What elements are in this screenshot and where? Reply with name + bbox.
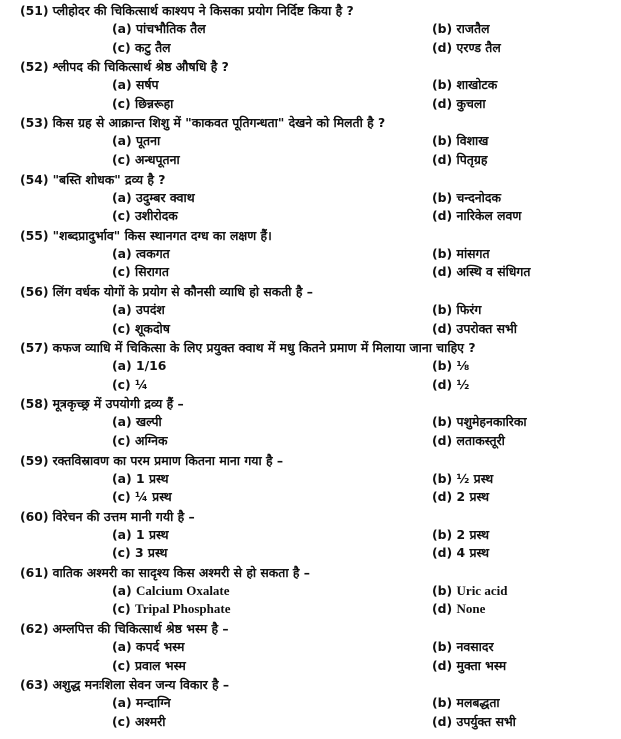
- question-block: [0, 170, 621, 226]
- answer-option[interactable]: [432, 207, 617, 226]
- option-row: [0, 694, 621, 713]
- question-block: [0, 451, 621, 507]
- option-text: मलबद्धता: [456, 695, 500, 711]
- answer-option[interactable]: [432, 357, 617, 376]
- answer-option[interactable]: [112, 713, 412, 732]
- answer-option[interactable]: [432, 151, 617, 170]
- option-key: (c): [112, 601, 131, 617]
- option-text: 1 प्रस्थ: [136, 470, 169, 486]
- answer-option[interactable]: [432, 263, 617, 282]
- question-number: (61): [20, 564, 49, 580]
- question-number: (60): [20, 508, 49, 524]
- option-text: नवसादर: [456, 639, 494, 655]
- answer-option[interactable]: [432, 320, 617, 339]
- option-text: शाखोटक: [456, 77, 498, 93]
- option-text: None: [456, 601, 486, 617]
- option-text: मुक्ता भस्म: [456, 657, 507, 673]
- answer-option[interactable]: [432, 526, 617, 545]
- option-text: उशीरोदक: [135, 208, 178, 224]
- answer-option[interactable]: [432, 638, 617, 657]
- answer-option[interactable]: [112, 357, 412, 376]
- option-text: कपर्द भस्म: [136, 639, 185, 655]
- option-row: [0, 95, 621, 114]
- option-row: [0, 600, 621, 619]
- question-number: (51): [20, 3, 49, 18]
- option-row: [0, 320, 621, 339]
- option-key: (b): [432, 582, 453, 598]
- answer-option[interactable]: [432, 20, 617, 39]
- option-row: [0, 413, 621, 432]
- question-line: [0, 675, 621, 694]
- question-text: "शब्दप्रादुर्भाव" किस स्थानगत दग्ध का लक्षण हैं।: [52, 227, 272, 243]
- option-text: उदुम्बर क्वाथ: [136, 189, 195, 205]
- option-row: [0, 151, 621, 170]
- option-text: पांचभौतिक तैल: [136, 21, 206, 36]
- question-number: (57): [20, 340, 49, 356]
- question-line: [0, 563, 621, 582]
- option-text: मांसगत: [456, 245, 490, 261]
- option-row: [0, 526, 621, 545]
- answer-option[interactable]: [112, 20, 412, 39]
- answer-option[interactable]: [112, 488, 412, 507]
- option-key: (b): [432, 414, 453, 430]
- option-row: [0, 657, 621, 676]
- option-text: एरण्ड तैल: [456, 39, 501, 55]
- option-key: (a): [112, 639, 132, 655]
- option-key: (a): [112, 189, 132, 205]
- answer-option[interactable]: [432, 76, 617, 95]
- answer-option[interactable]: [432, 582, 617, 601]
- answer-option[interactable]: [112, 638, 412, 657]
- answer-option[interactable]: [112, 132, 412, 151]
- option-text: ½: [456, 376, 470, 392]
- option-key: (a): [112, 695, 132, 711]
- option-text: कटु तैल: [135, 39, 171, 55]
- question-block: [0, 338, 621, 394]
- question-block: [0, 226, 621, 282]
- answer-option[interactable]: [112, 301, 412, 320]
- option-text: उपदंश: [136, 301, 165, 317]
- question-text: विरेचन की उत्तम मानी गयी है –: [52, 508, 195, 524]
- option-text: पूतना: [136, 133, 161, 149]
- option-text: पितृग्रह: [456, 151, 488, 167]
- answer-option[interactable]: [112, 320, 412, 339]
- option-key: (a): [112, 301, 132, 317]
- answer-option[interactable]: [432, 95, 617, 114]
- option-key: (d): [432, 713, 453, 729]
- question-number: (58): [20, 396, 49, 412]
- answer-option[interactable]: [112, 470, 412, 489]
- option-text: 2 प्रस्थ: [456, 489, 490, 505]
- option-key: (d): [432, 95, 453, 111]
- option-row: [0, 582, 621, 601]
- answer-option[interactable]: [112, 39, 412, 58]
- option-key: (b): [432, 77, 453, 93]
- option-key: (c): [112, 320, 131, 336]
- option-key: (a): [112, 582, 132, 598]
- option-row: [0, 245, 621, 264]
- option-key: (c): [112, 95, 131, 111]
- option-row: [0, 713, 621, 732]
- option-text: ⅛: [456, 358, 470, 374]
- option-text: Tripal Phosphate: [135, 601, 231, 617]
- question-text: श्लीपद की चिकित्सार्थ श्रेष्ठ औषधि है ?: [52, 59, 229, 75]
- option-row: [0, 357, 621, 376]
- question-number: (53): [20, 115, 49, 131]
- option-row: [0, 638, 621, 657]
- option-row: [0, 301, 621, 320]
- question-text: वातिक अश्मरी का सादृश्य किस अश्मरी से हो सकता है –: [52, 564, 310, 580]
- question-text: रक्तविस्रावण का परम प्रमाण कितना माना गया है –: [52, 452, 284, 468]
- question-text: कफज व्याधि में चिकित्सा के लिए प्रयुक्त क्वाथ में मधु कितने प्रमाण में मिलाया जाना चाहिए ?: [52, 340, 476, 356]
- answer-option[interactable]: [432, 694, 617, 713]
- option-key: (a): [112, 245, 132, 261]
- question-block: [0, 563, 621, 619]
- answer-option[interactable]: [112, 694, 412, 713]
- option-row: [0, 470, 621, 489]
- option-text: पशुमेहनकारिका: [456, 414, 527, 430]
- answer-option[interactable]: [432, 39, 617, 58]
- question-number: (56): [20, 283, 49, 299]
- answer-option[interactable]: [112, 544, 412, 563]
- question-text: अम्लपित्त की चिकित्सार्थ श्रेष्ठ भस्म है –: [52, 621, 229, 637]
- option-text: अश्मरी: [135, 713, 166, 729]
- question-block: [0, 113, 621, 169]
- option-key: (c): [112, 657, 131, 673]
- answer-option[interactable]: [432, 713, 617, 732]
- answer-option[interactable]: [112, 151, 412, 170]
- question-line: [0, 282, 621, 301]
- answer-option[interactable]: [432, 189, 617, 208]
- answer-option[interactable]: [432, 245, 617, 264]
- answer-option[interactable]: [112, 582, 412, 601]
- question-block: [0, 57, 621, 113]
- option-text: चन्दनोदक: [456, 189, 501, 205]
- question-block: [0, 1, 621, 57]
- option-row: [0, 189, 621, 208]
- question-line: [0, 394, 621, 413]
- option-row: [0, 432, 621, 451]
- option-key: (a): [112, 526, 132, 542]
- question-text: अशुद्ध मनःशिला सेवन जन्य विकार है –: [52, 677, 230, 693]
- question-number: (55): [20, 227, 49, 243]
- option-text: सर्षप: [136, 77, 159, 93]
- option-text: 1/16: [136, 358, 167, 374]
- option-key: (b): [432, 358, 453, 374]
- option-key: (b): [432, 189, 453, 205]
- option-text: नारिकेल लवण: [456, 208, 522, 224]
- option-text: कुचला: [456, 95, 486, 111]
- option-key: (b): [432, 21, 453, 36]
- question-block: [0, 619, 621, 675]
- option-key: (c): [112, 489, 131, 505]
- answer-option[interactable]: [432, 470, 617, 489]
- option-key: (b): [432, 133, 453, 149]
- option-key: (a): [112, 133, 132, 149]
- question-text: किस ग्रह से आक्रान्त शिशु में "काकवत पूतिगन्धता" देखने को मिलती है ?: [52, 115, 386, 131]
- option-text: Uric acid: [456, 582, 508, 598]
- option-key: (d): [432, 376, 453, 392]
- answer-option[interactable]: [432, 301, 617, 320]
- option-text: ¼: [135, 376, 148, 392]
- question-number: (62): [20, 621, 49, 637]
- answer-option[interactable]: [112, 432, 412, 451]
- option-text: 4 प्रस्थ: [456, 545, 490, 561]
- option-text: उपर्युक्त सभी: [456, 713, 516, 729]
- answer-option[interactable]: [112, 189, 412, 208]
- option-text: 1 प्रस्थ: [136, 526, 169, 542]
- option-key: (c): [112, 208, 131, 224]
- option-text: शूकदोष: [135, 320, 170, 336]
- option-key: (d): [432, 657, 453, 673]
- option-row: [0, 20, 621, 39]
- question-text: मूत्रकृच्छ्र में उपयोगी द्रव्य हैं –: [52, 396, 184, 412]
- question-number: (63): [20, 677, 49, 693]
- question-line: [0, 170, 621, 189]
- answer-option[interactable]: [112, 263, 412, 282]
- answer-option[interactable]: [112, 526, 412, 545]
- option-row: [0, 76, 621, 95]
- option-key: (d): [432, 264, 453, 280]
- option-key: (a): [112, 470, 132, 486]
- answer-option[interactable]: [112, 95, 412, 114]
- question-number: (52): [20, 59, 49, 75]
- option-key: (d): [432, 151, 453, 167]
- question-text: "बस्ति शोधक" द्रव्य है ?: [52, 171, 166, 187]
- option-key: (d): [432, 545, 453, 561]
- option-row: [0, 376, 621, 395]
- option-key: (c): [112, 264, 131, 280]
- option-key: (d): [432, 39, 453, 55]
- question-text: लिंग वर्धक योगों के प्रयोग से कौनसी व्याधि हो सकती है –: [52, 283, 313, 299]
- option-key: (c): [112, 376, 131, 392]
- answer-option[interactable]: [432, 600, 617, 619]
- answer-option[interactable]: [432, 488, 617, 507]
- option-text: छिन्नरूहा: [135, 95, 174, 111]
- answer-option[interactable]: [432, 413, 617, 432]
- option-text: ¼ प्रस्थ: [135, 489, 172, 505]
- option-key: (a): [112, 358, 132, 374]
- question-line: [0, 226, 621, 245]
- option-key: (d): [432, 320, 453, 336]
- option-key: (b): [432, 639, 453, 655]
- question-line: [0, 113, 621, 132]
- option-text: प्रवाल भस्म: [135, 657, 186, 673]
- option-key: (c): [112, 39, 131, 55]
- question-block: [0, 507, 621, 563]
- option-row: [0, 544, 621, 563]
- option-text: 3 प्रस्थ: [135, 545, 168, 561]
- option-text: अग्निक: [135, 432, 168, 448]
- answer-option[interactable]: [112, 657, 412, 676]
- answer-option[interactable]: [112, 413, 412, 432]
- question-line: [0, 57, 621, 76]
- option-text: मन्दाग्नि: [136, 695, 171, 711]
- question-line: [0, 451, 621, 470]
- answer-option[interactable]: [112, 76, 412, 95]
- question-text: प्लीहोदर की चिकित्सार्थ काश्यप ने किसका प्रयोग निर्दिष्ट किया है ?: [52, 3, 354, 18]
- option-key: (a): [112, 21, 132, 36]
- answer-option[interactable]: [112, 600, 412, 619]
- option-key: (b): [432, 245, 453, 261]
- question-line: [0, 619, 621, 638]
- question-number: (59): [20, 452, 49, 468]
- answer-option[interactable]: [432, 544, 617, 563]
- option-key: (a): [112, 414, 132, 430]
- option-text: ½ प्रस्थ: [456, 470, 494, 486]
- option-text: राजतैल: [456, 21, 490, 36]
- option-text: उपरोक्त सभी: [456, 320, 517, 336]
- answer-option[interactable]: [112, 376, 412, 395]
- option-key: (b): [432, 695, 453, 711]
- answer-option[interactable]: [432, 132, 617, 151]
- option-text: 2 प्रस्थ: [456, 526, 490, 542]
- option-text: सिरागत: [135, 264, 169, 280]
- option-key: (d): [432, 489, 453, 505]
- option-row: [0, 488, 621, 507]
- option-key: (a): [112, 77, 132, 93]
- option-key: (d): [432, 601, 453, 617]
- option-key: (b): [432, 301, 453, 317]
- answer-option[interactable]: [432, 376, 617, 395]
- option-key: (d): [432, 208, 453, 224]
- option-key: (c): [112, 432, 131, 448]
- option-key: (c): [112, 151, 131, 167]
- question-number: (54): [20, 171, 49, 187]
- option-key: (c): [112, 713, 131, 729]
- option-row: [0, 39, 621, 58]
- answer-option[interactable]: [432, 657, 617, 676]
- option-key: (b): [432, 470, 453, 486]
- option-text: त्वकगत: [136, 245, 170, 261]
- option-text: लताकस्तूरी: [456, 432, 505, 448]
- option-key: (b): [432, 526, 453, 542]
- question-line: [0, 507, 621, 526]
- question-line: [0, 1, 621, 20]
- option-text: अन्धपूतना: [135, 151, 180, 167]
- option-text: विशाख: [456, 133, 489, 149]
- option-row: [0, 132, 621, 151]
- option-key: (d): [432, 432, 453, 448]
- option-text: अस्थि व संधिगत: [456, 264, 531, 280]
- answer-option[interactable]: [112, 245, 412, 264]
- question-block: [0, 394, 621, 450]
- option-row: [0, 263, 621, 282]
- option-row: [0, 207, 621, 226]
- answer-option[interactable]: [432, 432, 617, 451]
- option-text: Calcium Oxalate: [136, 582, 230, 598]
- question-block: [0, 675, 621, 731]
- option-text: फिरंग: [456, 301, 482, 317]
- option-key: (c): [112, 545, 131, 561]
- answer-option[interactable]: [112, 207, 412, 226]
- question-line: [0, 338, 621, 357]
- question-block: [0, 282, 621, 338]
- option-text: खल्पी: [136, 414, 162, 430]
